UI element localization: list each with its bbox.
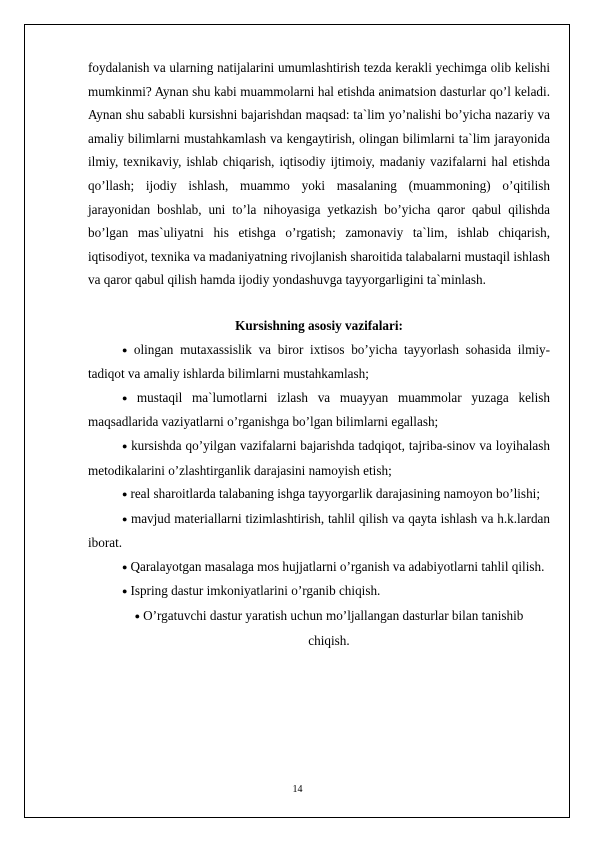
bullet-icon: ● [122,586,128,597]
list-item-text: olingan mutaxassislik va biror ixtisos bo’yicha tayyorlash sohasida ilmiy-tadiqot va amaliy ishlarda bilimlarni mustahkamlash; [88,341,550,382]
list-item-text: O’rgatuvchi dastur yaratish uchun mo’ljallangan dasturlar bilan tanishib chiqish. [143,608,524,648]
page-number: 14 [292,784,303,795]
bullet-icon: ● [122,561,128,572]
list-item [88,386,550,434]
bullet-icon: ● [134,611,141,622]
bullet-icon: ● [122,344,131,355]
list-item-text: real sharoitlarda talabaning ishga tayyorgarlik darajasining namoyon bo’lishi; [130,486,540,502]
list-item-text: Ispring dastur imkoniyatlarini o’rganib chiqish. [130,583,381,599]
bullet-icon: ● [122,440,129,451]
intro-paragraph: foydalanish va ularning natijalarini umumlashtirish tezda kerakli yechimga olib kelishi mumkinmi? Aynan shu kabi muammolarni hal etishda animatsion dasturlar qo’l keladi. Aynan shu sababli kursishni bajarishdan maqsad: ta`lim yo’nalishi bo’yicha nazariy va amaliy bilimlarni mustahkamlash va kengaytirish, olingan bilimlarni ta`lim jarayonida ilmiy, texnikaviy, ishlab chiqarish, iqtisodiy ijtimoiy, madaniy vazifalarni hal etishda qo’llash; ijodiy ishlash, muammo yoki masalaning (muammoning) o’qitilish jarayonidan boshlab, uni to’la nihoyasiga yetkazish bo’yicha qaror qabul qilishda bo’lgan mas`uliyatni his etishga o’rgatish; zamonaviy ta`lim, ishlab chiqarish, iqtisodiyot, texnika va madaniyatning rivojlanish sharoitida talabalarni mustaqil ishlash va qaror qabul qilish hamda ijodiy yondashuvga tayyorgarligini ta`minlash. [88,60,550,288]
list-item-text: mavjud materiallarni tizimlashtirish, tahlil qilish va qayta ishlash va h.k.lardan iborat. [88,510,550,551]
list-item [88,604,550,652]
section-heading: Kursishning asosiy vazifalari: [235,317,403,333]
list-item [88,338,550,386]
document-body [88,56,550,652]
list-item [88,555,550,580]
bullet-icon: ● [122,513,128,524]
list-item [88,579,550,604]
list-item [88,482,550,507]
list-item-text: Qaralayotgan masalaga mos hujjatlarni o’rganish va adabiyotlarni tahlil qilish. [130,558,545,574]
bullet-icon: ● [122,489,128,500]
list-item-text: kursishda qo’yilgan vazifalarni bajarishda tadqiqot, tajriba-sinov va loyihalash metodikalarini o’zlashtirganlik darajasini namoyish etish; [88,437,550,478]
list-item [88,507,550,555]
list-item-text: mustaqil ma`lumotlarni izlash va muayyan muammolar yuzaga kelish maqsadlarida vaziyatlarni o’rganishga bo’lgan bilimlarni egallash; [88,389,550,430]
bullet-icon: ● [122,392,134,403]
list-item [88,434,550,482]
